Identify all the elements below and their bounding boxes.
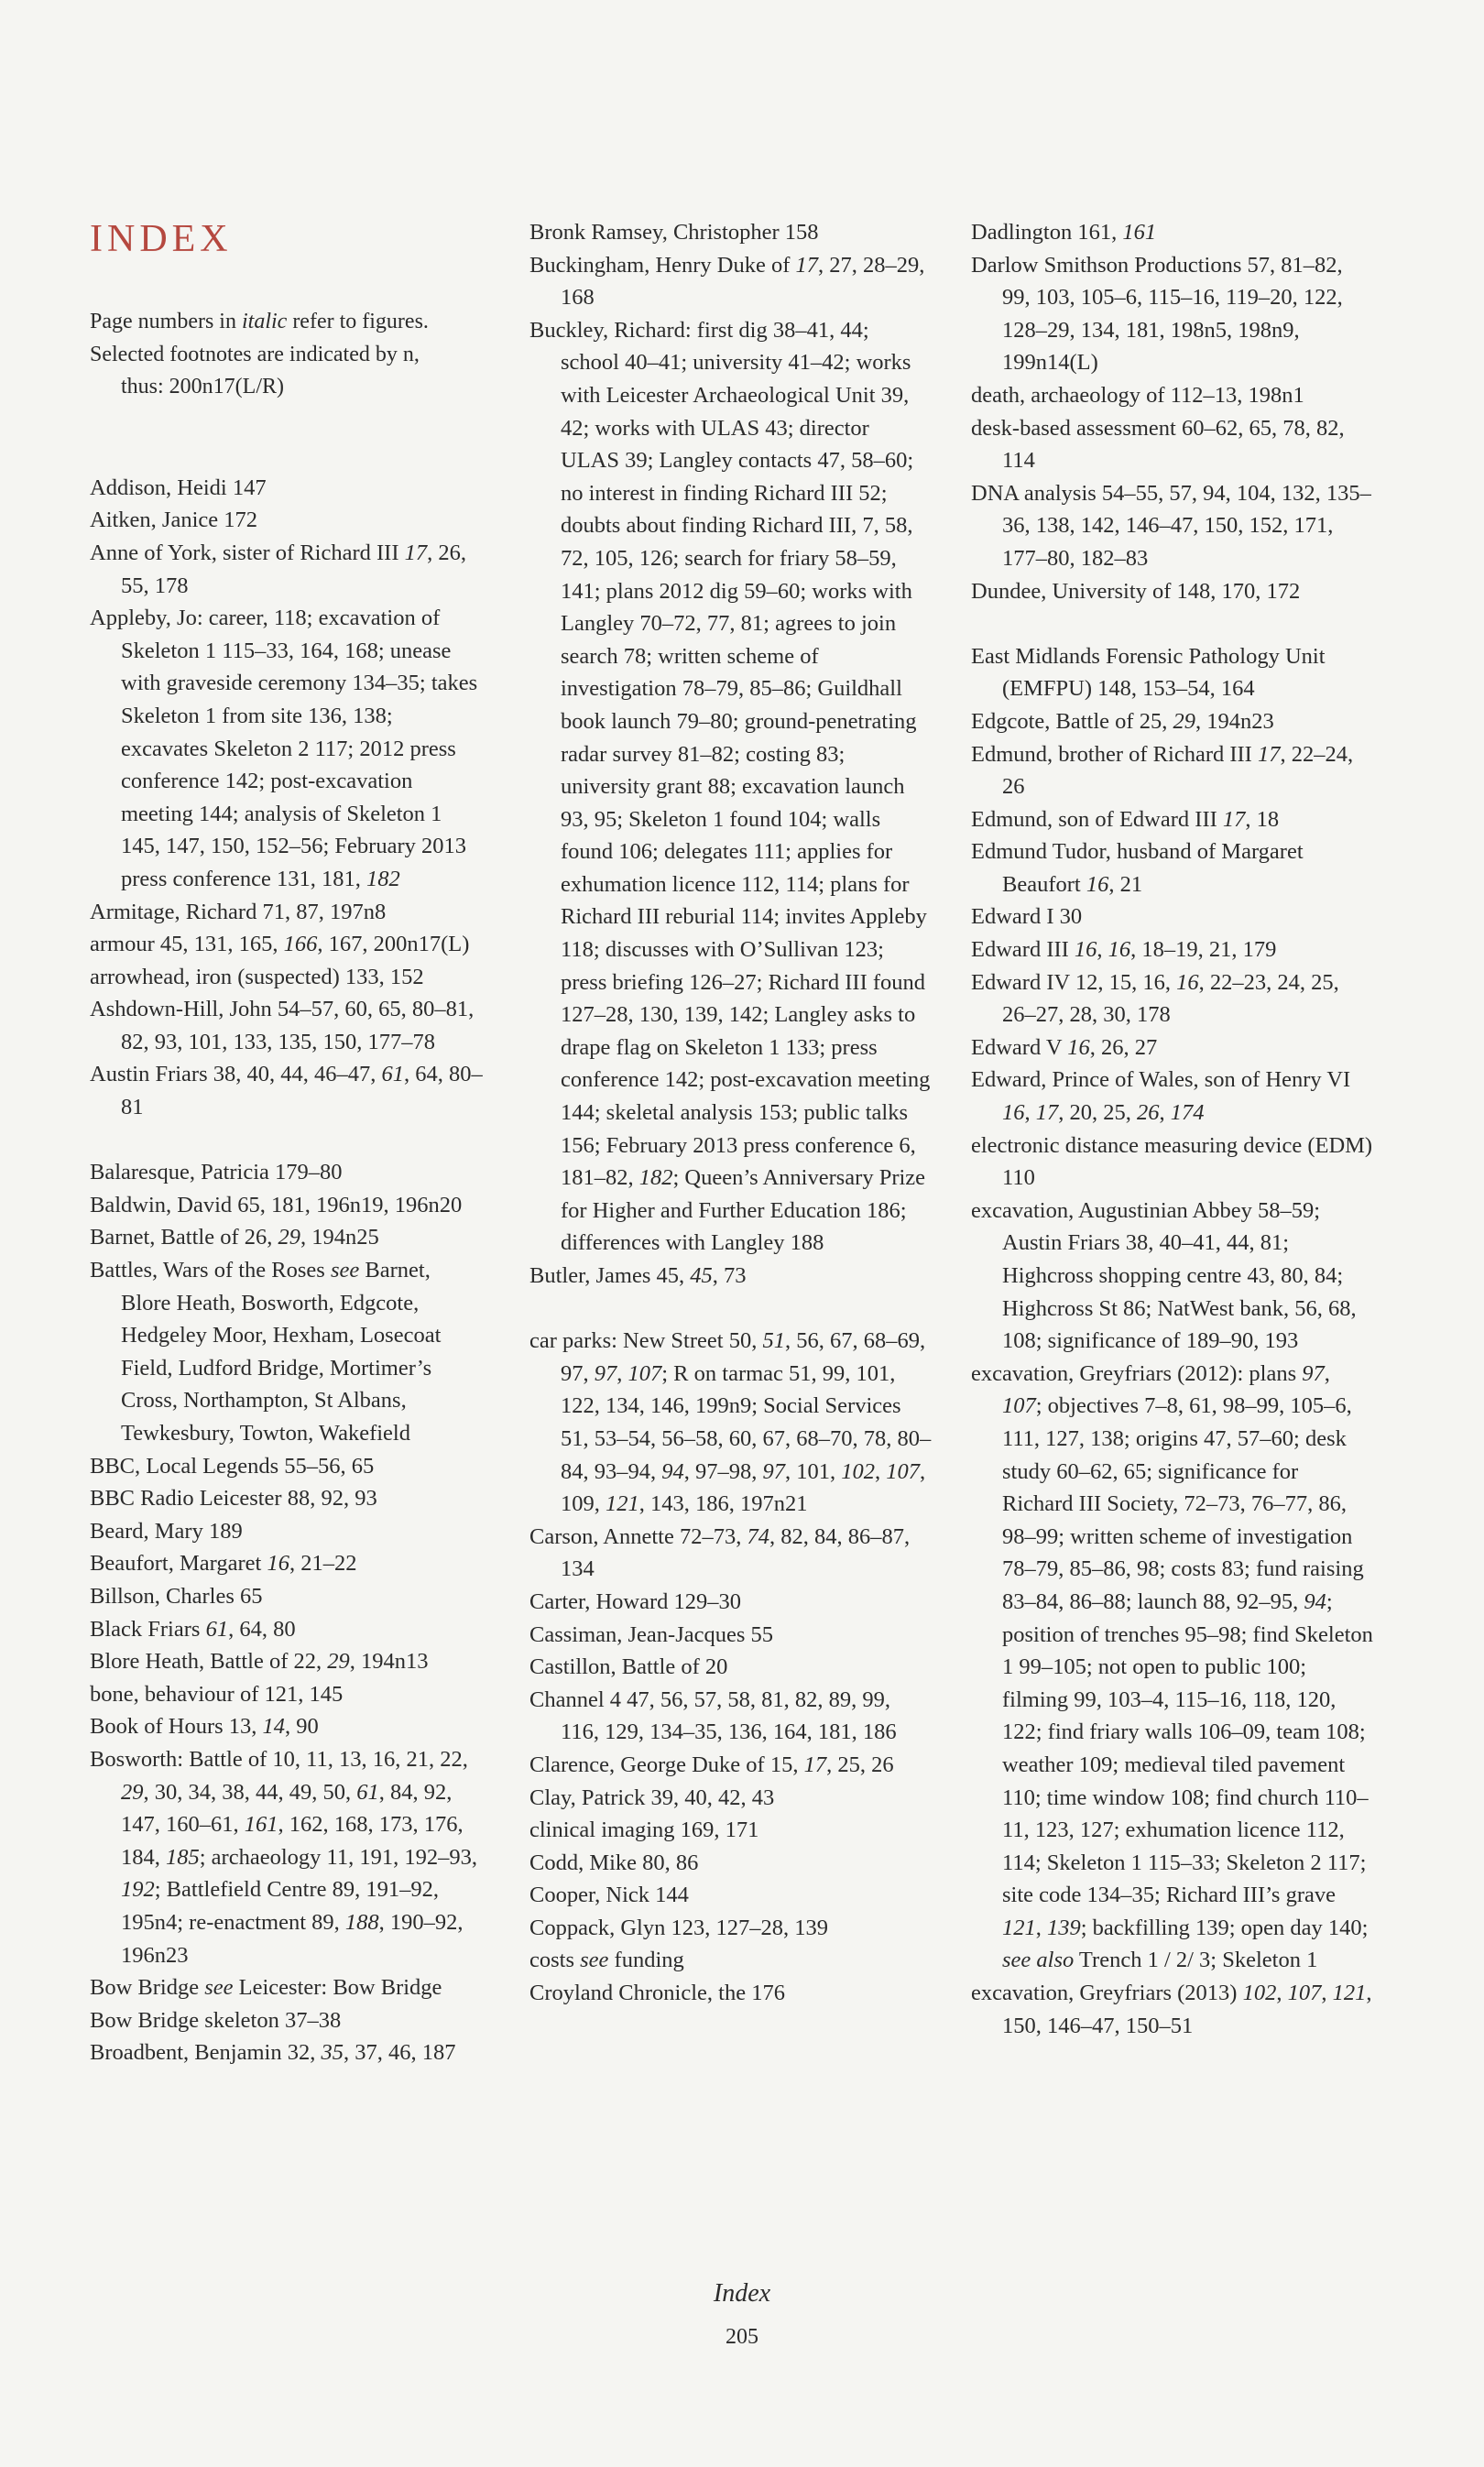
entry-text: Black Friars <box>90 1616 206 1642</box>
index-entry <box>971 379 1374 412</box>
letter-group-gap <box>971 607 1374 640</box>
index-entry <box>529 314 933 1260</box>
italic-figure-ref: 17 <box>1257 741 1281 767</box>
entry-text: Trench 1 / 2/ 3; Skeleton 1 <box>1074 1948 1318 1973</box>
entry-text: Buckley, Richard: first dig 38–41, 44; school 40–41; university 41–42; works with Leicester Archaeological Unit 39, 42; works with ULAS 43; director ULAS 39; Langley contacts 47, 58–60; no interest in finding Richard III 52; doubts about finding Richard III, 7, 58, 72, 105, 126; search for friary 58–59, 141; plans 2012 dig 59–60; works with Langley 70–72, 77, 81; agrees to join search 78; written scheme of investigation 78–79, 85–86; Guildhall book launch 79–80; ground-penetrating radar survey 81–82; costing 83; university grant 88; excavation launch 93, 95; Skeleton 1 found 104; walls found 106; delegates 111; applies for exhumation licence 112, 114; plans for Richard III reburial 114; invites Appleby 118; discusses with O’Sullivan 123; press briefing 126–27; Richard III found 127–28, 130, 139, 142; Langley asks to drape flag on Skeleton 1 133; press conference 142; post-excavation meeting 144; skeletal analysis 153; public talks 156; February 2013 press conference 6, 181–82, <box>529 317 931 1191</box>
entry-text: car parks: New Street 50, <box>529 1328 763 1354</box>
index-entry <box>90 1613 484 1646</box>
entry-text: ; archaeology 11, 191, 192–93, <box>199 1844 477 1870</box>
entry-text: , 97–98, <box>683 1458 763 1484</box>
italic-figure-ref: see <box>204 1975 234 2001</box>
index-entry-list <box>971 216 1374 2042</box>
italic-figure-ref: 107 <box>886 1458 920 1484</box>
entry-text: Channel 4 47, 56, 57, 58, 81, 82, 89, 99, 116, 129, 134–35, 136, 164, 181, 186 <box>529 1687 897 1745</box>
index-column-3 <box>971 216 1374 2042</box>
index-entry <box>971 640 1374 705</box>
index-entry-list <box>90 472 484 2069</box>
index-entry <box>90 537 484 602</box>
index-entry <box>529 1521 933 1586</box>
entry-text: , 22–23, 24, 25, 26–27, 28, 30, 178 <box>1002 969 1339 1028</box>
index-entry <box>90 1482 484 1515</box>
intro-line-3: thus: 200n17(L/R) <box>121 375 284 399</box>
index-entry <box>971 1130 1374 1195</box>
index-entry <box>529 1619 933 1652</box>
index-column-2 <box>529 216 933 2010</box>
entry-text: Cooper, Nick 144 <box>529 1883 689 1908</box>
index-entry <box>971 216 1374 249</box>
entry-text: , 194n25 <box>300 1225 379 1250</box>
entry-text: Armitage, Richard 71, 87, 197n8 <box>90 899 387 924</box>
entry-text: Cassiman, Jean-Jacques 55 <box>529 1621 774 1647</box>
italic-figure-ref: 29 <box>1173 708 1195 734</box>
index-entry <box>90 1450 484 1483</box>
entry-text: Battles, Wars of the Roses <box>90 1258 331 1283</box>
entry-text: , 21 <box>1108 871 1143 897</box>
entry-text: Beard, Mary 189 <box>90 1518 243 1544</box>
entry-text: electronic distance measuring device (EDM) 110 <box>971 1132 1373 1191</box>
entry-text: Buckingham, Henry Duke of <box>529 252 796 278</box>
index-entry <box>90 472 484 505</box>
entry-text: Carter, Howard 129–30 <box>529 1588 742 1614</box>
entry-text: Edmund, son of Edward III <box>971 806 1223 832</box>
italic-figure-ref: 16 <box>1067 1034 1090 1060</box>
index-entry <box>90 1156 484 1189</box>
page-title: INDEX <box>90 218 233 260</box>
index-entry <box>90 1254 484 1450</box>
italic-figure-ref: see <box>330 1258 360 1283</box>
italic-figure-ref: 29 <box>121 1779 144 1805</box>
index-entry <box>90 993 484 1058</box>
index-entry <box>529 1944 933 1977</box>
entry-text: Edward III <box>971 937 1075 963</box>
entry-text: excavation, Greyfriars (2012): plans <box>971 1360 1303 1386</box>
italic-figure-ref: 74 <box>747 1523 769 1549</box>
italic-figure-ref: 16 <box>267 1551 289 1577</box>
index-entry <box>971 477 1374 575</box>
entry-text: Aitken, Janice 172 <box>90 508 258 533</box>
index-entry <box>971 966 1374 1032</box>
italic-figure-ref: 16 <box>1176 969 1199 995</box>
italic-figure-ref: 185 <box>166 1844 200 1870</box>
entry-text: Bronk Ramsey, Christopher 158 <box>529 220 819 245</box>
italic-figure-ref: 45 <box>690 1263 713 1288</box>
entry-text: Edgcote, Battle of 25, <box>971 708 1173 734</box>
italic-figure-ref: 16 <box>1074 937 1097 963</box>
italic-figure-ref: 26 <box>1137 1100 1160 1126</box>
entry-text: Anne of York, sister of Richard III <box>90 540 405 565</box>
entry-text: East Midlands Forensic Pathology Unit (EMFPU) 148, 153–54, 164 <box>971 643 1326 702</box>
index-entry <box>90 961 484 994</box>
entry-text: , <box>1035 1915 1047 1940</box>
index-entry <box>90 1971 484 2004</box>
index-entry <box>90 2036 484 2069</box>
entry-text: , 194n13 <box>349 1649 429 1675</box>
entry-text: Edward I 30 <box>971 904 1083 930</box>
italic-figure-ref: 17 <box>1035 1100 1059 1126</box>
italic-figure-ref: 35 <box>321 2040 344 2066</box>
entry-text: Barnet, Blore Heath, Bosworth, Edgcote, Hedgeley Moor, Hexham, Losecoat Field, Ludford Bridge, Mortimer’s Cross, Northampton, St Albans, Tewkesbury, Towton, Wakefield <box>121 1258 442 1446</box>
index-entry <box>529 1651 933 1684</box>
entry-text: excavation, Augustinian Abbey 58–59; Austin Friars 38, 40–41, 44, 81; Highcross shopping centre 43, 80, 84; Highcross St 86; NatWest bank, 56, 68, 108; significance of 189–90, 193 <box>971 1197 1357 1354</box>
entry-text: , 25, 26 <box>826 1752 894 1777</box>
entry-text: , 90 <box>285 1714 319 1740</box>
index-entry <box>529 216 933 249</box>
entry-text: arrowhead, iron (suspected) 133, 152 <box>90 964 424 989</box>
index-entry <box>90 1678 484 1711</box>
index-entry <box>90 1547 484 1580</box>
entry-text: ; Battlefield Centre 89, 191–92, 195n4; re-enactment 89, <box>121 1877 440 1935</box>
italic-figure-ref: 97 <box>1302 1360 1325 1386</box>
italic-figure-ref: 192 <box>121 1877 155 1903</box>
entry-text: desk-based assessment 60–62, 65, 78, 82, 114 <box>971 415 1345 474</box>
entry-text: , <box>1024 1100 1036 1126</box>
index-entry <box>90 928 484 961</box>
entry-text: , 56, 67, 68–69, 97, <box>561 1328 926 1386</box>
entry-text: , 73 <box>712 1263 747 1288</box>
italic-figure-ref: 61 <box>356 1779 379 1805</box>
entry-text: DNA analysis 54–55, 57, 94, 104, 132, 135–36, 138, 142, 146–47, 150, 152, 171, 177–80, 182–83 <box>971 480 1371 571</box>
entry-text: BBC, Local Legends 55–56, 65 <box>90 1453 375 1479</box>
italic-figure-ref: 51 <box>762 1328 785 1354</box>
entry-text: Beaufort, Margaret <box>90 1551 267 1577</box>
italic-figure-ref: 16 <box>1002 1100 1025 1126</box>
entry-text: Austin Friars 38, 40, 44, 46–47, <box>90 1062 382 1087</box>
entry-text: Coppack, Glyn 123, 127–28, 139 <box>529 1915 828 1940</box>
italic-figure-ref: 166 <box>283 932 318 957</box>
entry-text: ; R on tarmac 51, 99, 101, 122, 134, 146, 199n9; Social Services 51, 53–54, 56–58, 60, 67, 68–70, 78, 80–84, 93–94, <box>561 1360 932 1484</box>
index-entry <box>529 1879 933 1912</box>
entry-text: Edward, Prince of Wales, son of Henry VI <box>971 1067 1351 1093</box>
italic-figure-ref: 107 <box>1287 1981 1322 2006</box>
index-entry <box>90 1710 484 1743</box>
italic-figure-ref: 161 <box>244 1812 278 1838</box>
entry-text: Bow Bridge <box>90 1975 205 2001</box>
index-entry <box>529 1814 933 1847</box>
entry-text: Edward V <box>971 1034 1068 1060</box>
letter-group-gap <box>529 1293 933 1326</box>
running-head: Index <box>713 2279 771 2308</box>
italic-figure-ref: 17 <box>404 540 428 565</box>
entry-text: Edmund, brother of Richard III <box>971 741 1258 767</box>
entry-text: funding <box>608 1948 684 1973</box>
entry-text: Darlow Smithson Productions 57, 81–82, 99, 103, 105–6, 115–16, 119–20, 122, 128–29, 134, 181, 198n5, 198n9, 199n14(L) <box>971 252 1343 376</box>
index-intro-note <box>90 306 484 404</box>
entry-text: , 109, <box>561 1458 926 1517</box>
index-entry <box>90 602 484 895</box>
entry-text: , 22–24, 26 <box>1002 741 1354 800</box>
entry-text: Ashdown-Hill, John 54–57, 60, 65, 80–81, 82, 93, 101, 133, 135, 150, 177–78 <box>90 997 475 1054</box>
italic-figure-ref: 29 <box>278 1225 300 1250</box>
index-entry <box>529 1977 933 2010</box>
entry-text: Baldwin, David 65, 181, 196n19, 196n20 <box>90 1192 463 1217</box>
index-entry <box>529 249 933 314</box>
entry-text: Codd, Mike 80, 86 <box>529 1850 699 1875</box>
entry-text: Book of Hours 13, <box>90 1714 263 1740</box>
entry-text: , <box>875 1458 887 1484</box>
entry-text: Croyland Chronicle, the 176 <box>529 1981 785 2006</box>
entry-text: Butler, James 45, <box>529 1263 691 1288</box>
italic-figure-ref: 94 <box>661 1458 684 1484</box>
index-entry <box>90 1515 484 1548</box>
italic-figure-ref: 182 <box>366 866 400 891</box>
entry-text: , 27, 28–29, 168 <box>561 252 925 311</box>
index-entry <box>971 933 1374 966</box>
entry-text: , 64, 80–81 <box>121 1062 483 1120</box>
index-entry <box>529 1260 933 1293</box>
entry-text: , 64, 80 <box>228 1616 296 1642</box>
italic-figure-ref: 102 <box>1242 1981 1277 2006</box>
italic-figure-ref: 97 <box>594 1360 617 1386</box>
italic-figure-ref: 17 <box>1222 806 1246 832</box>
index-column-1 <box>90 216 484 2069</box>
italic-figure-ref: 61 <box>381 1062 404 1087</box>
italic-figure-ref: 107 <box>1002 1393 1036 1419</box>
index-entry <box>971 249 1374 379</box>
entry-text: Bow Bridge skeleton 37–38 <box>90 2007 342 2033</box>
entry-text: , 150, 146–47, 150–51 <box>1002 1981 1372 2038</box>
index-entry <box>90 1189 484 1222</box>
entry-text: Balaresque, Patricia 179–80 <box>90 1160 343 1185</box>
entry-text: , 167, 200n17(L) <box>317 932 470 957</box>
italic-figure-ref: 188 <box>344 1909 379 1935</box>
entry-text: , 26, 27 <box>1089 1034 1158 1060</box>
italic-figure-ref: 182 <box>638 1165 673 1191</box>
entry-text: , 21–22 <box>289 1551 357 1577</box>
italic-figure-ref: 139 <box>1047 1915 1081 1940</box>
index-entry <box>90 1221 484 1254</box>
entry-text: Leicester: Bow Bridge <box>233 1975 442 2001</box>
index-entry <box>971 835 1374 901</box>
entry-text: Addison, Heidi 147 <box>90 475 267 500</box>
italic-figure-ref: 121 <box>1332 1981 1367 2006</box>
index-entry <box>90 1645 484 1678</box>
index-entry <box>529 1847 933 1880</box>
index-entry <box>971 803 1374 836</box>
entry-text: , 82, 84, 86–87, 134 <box>561 1523 911 1582</box>
index-entry <box>529 1912 933 1945</box>
entry-text: Clay, Patrick 39, 40, 42, 43 <box>529 1785 775 1810</box>
index-entry <box>971 1195 1374 1358</box>
italic-figure-ref: 174 <box>1170 1100 1205 1126</box>
italic-figure-ref: 97 <box>762 1458 785 1484</box>
italic-figure-ref: 121 <box>1002 1915 1036 1940</box>
italic-figure-ref: 107 <box>627 1360 662 1386</box>
entry-text: ; backfilling 139; open day 140; <box>1080 1915 1369 1940</box>
entry-text: , 20, 25, <box>1058 1100 1137 1126</box>
entry-text: , <box>1159 1100 1171 1126</box>
entry-text: , 18–19, 21, 179 <box>1130 937 1277 963</box>
index-entry <box>90 504 484 537</box>
intro-line-1: Page numbers in italic refer to figures. <box>90 310 429 333</box>
entry-text: excavation, Greyfriars (2013) <box>971 1981 1243 2006</box>
entry-text: Broadbent, Benjamin 32, <box>90 2040 322 2066</box>
entry-text: , 30, 34, 38, 44, 49, 50, <box>143 1779 357 1805</box>
entry-text: , <box>1097 937 1108 963</box>
entry-text: , <box>617 1360 628 1386</box>
index-entry <box>90 1058 484 1123</box>
entry-text: Edmund Tudor, husband of Margaret Beaufort <box>971 839 1304 897</box>
entry-text: Barnet, Battle of 26, <box>90 1225 278 1250</box>
entry-text: , 37, 46, 187 <box>343 2040 456 2066</box>
index-entry <box>529 1325 933 1521</box>
index-entry <box>971 575 1374 608</box>
entry-text: Blore Heath, Battle of 22, <box>90 1649 328 1675</box>
intro-line-2: Selected footnotes are indicated by n, <box>90 342 420 366</box>
index-entry <box>529 1782 933 1815</box>
index-entry <box>971 1358 1374 1977</box>
italic-figure-ref: 94 <box>1304 1588 1326 1614</box>
entry-text: , <box>1324 1360 1330 1386</box>
entry-text: death, archaeology of 112–13, 198n1 <box>971 382 1304 408</box>
entry-text: , <box>1276 1981 1288 2006</box>
entry-text: Castillon, Battle of 20 <box>529 1654 728 1680</box>
index-entry <box>529 1684 933 1749</box>
entry-text: Appleby, Jo: career, 118; excavation of Skeleton 1 115–33, 164, 168; unease with graveside ceremony 134–35; takes Skeleton 1 from site 136, 138; excavates Skeleton 2 117; 2012 press conference 142; post-excavation meeting 144; analysis of Skeleton 1 145, 147, 150, 152–56; February 2013 press conference 131, 181, <box>90 606 478 891</box>
italic-figure-ref: 61 <box>205 1616 229 1642</box>
index-entry <box>971 1064 1374 1129</box>
entry-text: , 162, 168, 173, 176, 184, <box>121 1812 464 1870</box>
index-entry <box>90 1743 484 1971</box>
italic-figure-ref: 16 <box>1108 937 1131 963</box>
index-entry <box>971 901 1374 933</box>
entry-text: BBC Radio Leicester 88, 92, 93 <box>90 1486 377 1512</box>
italic-figure-ref: see also <box>1002 1948 1075 1973</box>
entry-text: Edward IV 12, 15, 16, <box>971 969 1177 995</box>
index-entry <box>90 1580 484 1613</box>
index-entry <box>529 1749 933 1782</box>
entry-text: Bosworth: Battle of 10, 11, 13, 16, 21, 22, <box>90 1746 468 1772</box>
entry-text: Billson, Charles 65 <box>90 1583 263 1609</box>
italic-figure-ref: 29 <box>327 1649 350 1675</box>
italic-figure-ref: see <box>580 1948 609 1973</box>
index-entry <box>971 1977 1374 2042</box>
index-entry <box>529 1586 933 1619</box>
italic-figure-ref: 102 <box>841 1458 875 1484</box>
entry-text: bone, behaviour of 121, 145 <box>90 1681 344 1707</box>
italic-figure-ref: 121 <box>606 1491 639 1517</box>
index-entry <box>971 1032 1374 1064</box>
page-number: 205 <box>726 2325 758 2349</box>
entry-text: Clarence, George Duke of 15, <box>529 1752 804 1777</box>
entry-text: , 143, 186, 197n21 <box>638 1491 808 1517</box>
entry-text: Dundee, University of 148, 170, 172 <box>971 578 1301 604</box>
italic-figure-ref: 17 <box>803 1752 827 1777</box>
entry-text: Carson, Annette 72–73, <box>529 1523 747 1549</box>
index-entry <box>971 738 1374 803</box>
entry-text: costs <box>529 1948 581 1973</box>
index-entry <box>90 896 484 929</box>
entry-text: ; position of trenches 95–98; find Skeleton 1 99–105; not open to public 100; filming 99, 103–4, 115–16, 118, 120, 122; find friary walls 106–09, team 108; weather 109; medieval tiled pavement 110; time window 108; find church 110–11, 123, 127; exhumation licence 112, 114; Skeleton 1 115–33; Skeleton 2 117; site code 134–35; Richard III’s grave <box>1002 1588 1373 1908</box>
italic-figure-ref: 17 <box>795 252 819 278</box>
entry-text: ; objectives 7–8, 61, 98–99, 105–6, 111, 127, 138; origins 47, 57–60; desk study 60–62, 65; significance for Richard III Society, 72–73, 76–77, 86, 98–99; written scheme of investigation 78–79, 85–86, 98; costs 83; fund raising 83–84, 86–88; launch 88, 92–95, <box>1002 1393 1364 1614</box>
index-entry <box>971 412 1374 477</box>
letter-group-gap <box>90 1124 484 1157</box>
entry-text: , 18 <box>1245 806 1280 832</box>
entry-text: , 190–92, 196n23 <box>121 1909 464 1968</box>
index-entry-list <box>529 216 933 2010</box>
entry-text: armour 45, 131, 165, <box>90 932 284 957</box>
entry-text: , 101, <box>785 1458 842 1484</box>
index-entry <box>971 705 1374 738</box>
italic-figure-ref: 161 <box>1122 220 1157 245</box>
italic-figure-ref: 16 <box>1086 871 1109 897</box>
entry-text: clinical imaging 169, 171 <box>529 1818 759 1843</box>
entry-text: Dadlington 161, <box>971 220 1123 245</box>
index-entry <box>90 2004 484 2037</box>
italic-figure-ref: 14 <box>262 1714 286 1740</box>
entry-text: , 26, 55, 178 <box>121 540 466 598</box>
entry-text: , <box>1321 1981 1333 2006</box>
entry-text: ; Queen’s Anniversary Prize for Higher and Further Education 186; differences with Langley 188 <box>561 1165 926 1256</box>
entry-text: , 194n23 <box>1195 708 1274 734</box>
entry-text: , 84, 92, 147, 160–61, <box>121 1779 453 1838</box>
